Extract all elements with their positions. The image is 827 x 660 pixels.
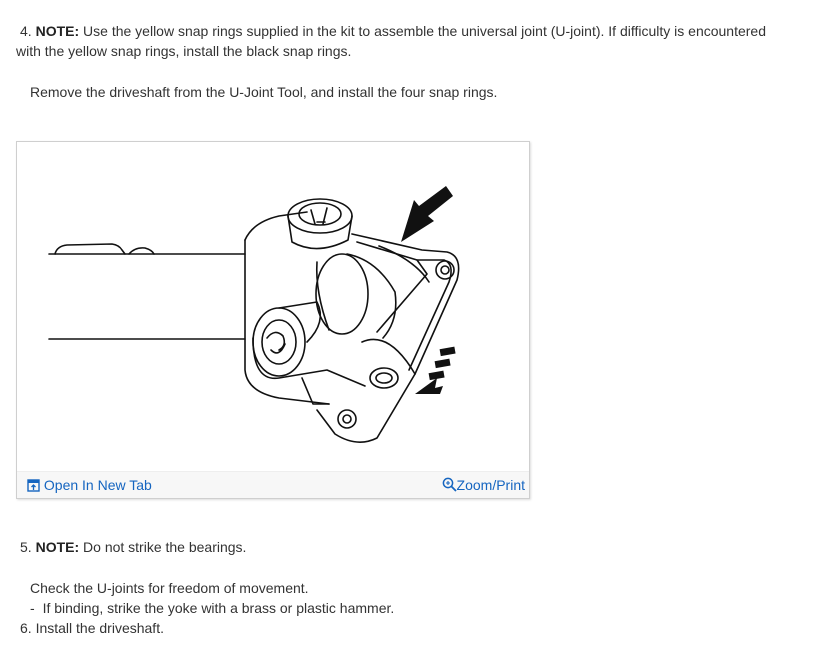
step4-note-line1 (20, 21, 766, 41)
zoom-magnifier-icon (442, 477, 457, 492)
step4-note-text: Use the yellow snap rings supplied in the kit to assemble the universal joint (U-joint). If difficulty is encountered (83, 23, 767, 39)
step6-text: Install the driveshaft. (35, 620, 164, 636)
open-in-new-tab-label: Open In New Tab (43, 477, 152, 493)
step4-note-line2: with the yellow snap rings, install the black snap rings. (16, 43, 352, 59)
zoom-print-link[interactable] (442, 476, 525, 494)
step4-note-label: NOTE: (35, 23, 80, 39)
motion-dash-3 (429, 371, 445, 380)
pointer-arrow-lower (415, 378, 443, 394)
step5-instruction: Check the U-joints for freedom of movement. (30, 580, 309, 596)
pointer-arrow-upper (401, 186, 453, 242)
step5-note-text: Do not strike the bearings. (83, 539, 247, 555)
step5-number: 5. (20, 539, 32, 555)
figure-toolbar (17, 471, 529, 498)
step5-sub-item (30, 598, 394, 618)
step6-number: 6. (20, 620, 32, 636)
motion-dash-2 (435, 359, 451, 368)
step5-note (20, 537, 246, 557)
step5-sub-bullet: - (30, 600, 35, 616)
step5-sub-text: If binding, strike the yoke with a brass or plastic hammer. (42, 600, 395, 616)
step6 (20, 618, 164, 638)
open-in-new-tab-link[interactable] (27, 476, 152, 494)
figure-container (16, 141, 530, 499)
u-joint-illustration (17, 142, 529, 470)
zoom-print-label: Zoom/Print (456, 477, 525, 493)
motion-dash-1 (440, 347, 456, 356)
step5-note-label: NOTE: (35, 539, 80, 555)
step4-instruction: Remove the driveshaft from the U-Joint Tool, and install the four snap rings. (30, 84, 498, 100)
step4-number: 4. (20, 23, 32, 39)
open-in-new-tab-icon (27, 479, 40, 492)
